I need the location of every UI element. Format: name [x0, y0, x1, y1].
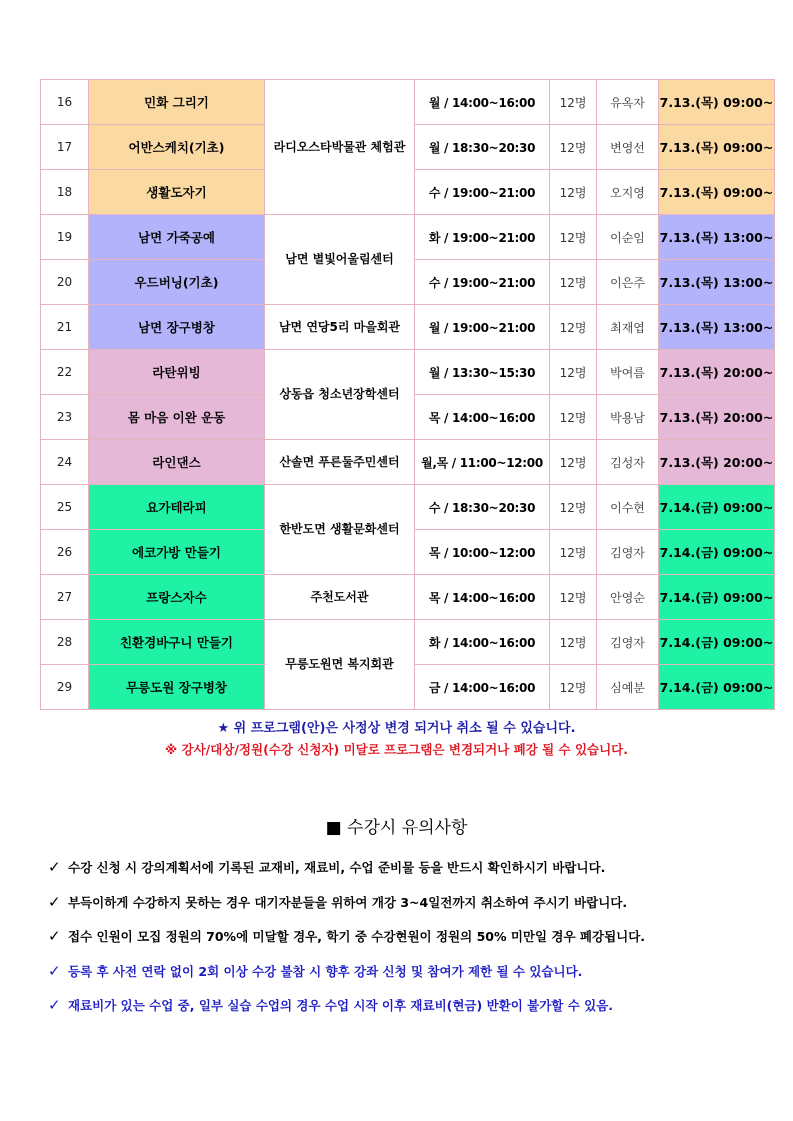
program-capacity: 12명: [550, 260, 597, 305]
section-title: ■ 수강시 유의사항: [325, 818, 468, 838]
registration-date: 7.14.(금) 09:00~: [659, 575, 775, 620]
program-teacher: 김영자: [597, 620, 659, 665]
program-time: 목 / 14:00~16:00: [415, 575, 550, 620]
program-capacity: 12명: [550, 170, 597, 215]
registration-date: 7.13.(목) 09:00~: [659, 170, 775, 215]
table-row: [41, 80, 775, 125]
row-number: 17: [41, 125, 89, 170]
program-time: 화 / 19:00~21:00: [415, 215, 550, 260]
registration-date: 7.13.(목) 13:00~: [659, 305, 775, 350]
cancellation-notice: ※ 강사/대상/정원(수강 신청자) 미달로 프로그램은 변경되거나 폐강 될 수 있습니다.: [164, 742, 629, 757]
program-teacher: 김성자: [597, 440, 659, 485]
program-teacher: 이순임: [597, 215, 659, 260]
program-name: 몸 마음 이완 운동: [89, 395, 265, 440]
program-time: 수 / 18:30~20:30: [415, 485, 550, 530]
program-name: 프랑스자수: [89, 575, 265, 620]
change-notice: ★ 위 프로그램(안)은 사정상 변경 되거나 취소 될 수 있습니다.: [217, 721, 576, 736]
program-teacher: 변영선: [597, 125, 659, 170]
program-teacher: 김영자: [597, 530, 659, 575]
program-name: 무릉도원 장구병창: [89, 665, 265, 710]
program-name: 생활도자기: [89, 170, 265, 215]
row-number: 24: [41, 440, 89, 485]
check-icon: ✓: [48, 858, 61, 876]
program-capacity: 12명: [550, 485, 597, 530]
program-time: 월 / 19:00~21:00: [415, 305, 550, 350]
program-time: 월,목 / 11:00~12:00: [415, 440, 550, 485]
program-teacher: 최재엽: [597, 305, 659, 350]
program-time: 금 / 14:00~16:00: [415, 665, 550, 710]
program-teacher: 이은주: [597, 260, 659, 305]
program-teacher: 유옥자: [597, 80, 659, 125]
program-capacity: 12명: [550, 350, 597, 395]
precautions-list: [48, 858, 778, 1031]
row-number: 23: [41, 395, 89, 440]
registration-date: 7.14.(금) 09:00~: [659, 620, 775, 665]
registration-date: 7.14.(금) 09:00~: [659, 665, 775, 710]
tip-text: 재료비가 있는 수업 중, 일부 실습 수업의 경우 수업 시작 이후 재료비(현금) 반환이 불가할 수 있음.: [68, 998, 614, 1013]
list-item: [48, 962, 778, 997]
program-name: 우드버닝(기초): [89, 260, 265, 305]
table-row: [41, 305, 775, 350]
program-place: 산솔면 푸른둘주민센터: [265, 440, 415, 485]
row-number: 25: [41, 485, 89, 530]
program-name: 남면 가죽공예: [89, 215, 265, 260]
tip-text: 부득이하게 수강하지 못하는 경우 대기자분들을 위하여 개강 3~4일전까지 취소하여 주시기 바랍니다.: [68, 894, 628, 910]
program-place: 라디오스타박물관 체험관: [265, 80, 415, 215]
program-name: 민화 그리기: [89, 80, 265, 125]
registration-date: 7.13.(목) 20:00~: [659, 440, 775, 485]
registration-date: 7.13.(목) 09:00~: [659, 80, 775, 125]
row-number: 27: [41, 575, 89, 620]
program-capacity: 12명: [550, 80, 597, 125]
program-place: 상동읍 청소년장학센터: [265, 350, 415, 440]
program-capacity: 12명: [550, 395, 597, 440]
registration-date: 7.13.(목) 09:00~: [659, 125, 775, 170]
program-time: 월 / 13:30~15:30: [415, 350, 550, 395]
list-item: [48, 858, 778, 893]
table-row: [41, 620, 775, 665]
check-icon: ✓: [48, 996, 61, 1014]
program-name: 요가테라피: [89, 485, 265, 530]
row-number: 22: [41, 350, 89, 395]
program-place: 남면 연당5리 마을회관: [265, 305, 415, 350]
program-name: 라탄위빙: [89, 350, 265, 395]
registration-date: 7.13.(목) 13:00~: [659, 215, 775, 260]
row-number: 28: [41, 620, 89, 665]
program-name: 남면 장구병창: [89, 305, 265, 350]
program-teacher: 박용남: [597, 395, 659, 440]
program-capacity: 12명: [550, 530, 597, 575]
table-row: [41, 215, 775, 260]
table-row: [41, 485, 775, 530]
row-number: 26: [41, 530, 89, 575]
program-name: 라인댄스: [89, 440, 265, 485]
program-time: 목 / 10:00~12:00: [415, 530, 550, 575]
program-time: 화 / 14:00~16:00: [415, 620, 550, 665]
row-number: 20: [41, 260, 89, 305]
program-capacity: 12명: [550, 620, 597, 665]
registration-date: 7.14.(금) 09:00~: [659, 485, 775, 530]
row-number: 19: [41, 215, 89, 260]
program-place: 주천도서관: [265, 575, 415, 620]
program-place: 무릉도원면 복지회관: [265, 620, 415, 710]
registration-date: 7.13.(목) 13:00~: [659, 260, 775, 305]
row-number: 16: [41, 80, 89, 125]
check-icon: ✓: [48, 892, 61, 911]
program-time: 수 / 19:00~21:00: [415, 260, 550, 305]
program-capacity: 12명: [550, 575, 597, 620]
check-icon: ✓: [48, 961, 61, 980]
program-name: 어반스케치(기초): [89, 125, 265, 170]
program-teacher: 박여름: [597, 350, 659, 395]
program-teacher: 안영순: [597, 575, 659, 620]
program-capacity: 12명: [550, 125, 597, 170]
check-icon: ✓: [48, 927, 61, 945]
program-teacher: 이수현: [597, 485, 659, 530]
row-number: 18: [41, 170, 89, 215]
program-time: 목 / 14:00~16:00: [415, 395, 550, 440]
program-capacity: 12명: [550, 215, 597, 260]
tip-text: 수강 신청 시 강의계획서에 기록된 교재비, 재료비, 수업 준비물 등을 반드시 확인하시기 바랍니다.: [68, 860, 606, 875]
registration-date: 7.14.(금) 09:00~: [659, 530, 775, 575]
program-time: 수 / 19:00~21:00: [415, 170, 550, 215]
list-item: [48, 927, 778, 962]
table-row: [41, 440, 775, 485]
program-time: 월 / 18:30~20:30: [415, 125, 550, 170]
registration-date: 7.13.(목) 20:00~: [659, 395, 775, 440]
table-row: [41, 350, 775, 395]
list-item: [48, 996, 778, 1031]
row-number: 21: [41, 305, 89, 350]
program-place: 남면 별빛어울림센터: [265, 215, 415, 305]
tip-text: 접수 인원이 모집 정원의 70%에 미달할 경우, 학기 중 수강현원이 정원의 50% 미만일 경우 폐강됩니다.: [68, 929, 646, 944]
program-name: 에코가방 만들기: [89, 530, 265, 575]
program-time: 월 / 14:00~16:00: [415, 80, 550, 125]
program-capacity: 12명: [550, 665, 597, 710]
program-name: 친환경바구니 만들기: [89, 620, 265, 665]
program-capacity: 12명: [550, 305, 597, 350]
table-row: [41, 575, 775, 620]
program-teacher: 오지영: [597, 170, 659, 215]
tip-text: 등록 후 사전 연락 없이 2회 이상 수강 불참 시 향후 강좌 신청 및 참여가 제한 될 수 있습니다.: [68, 963, 583, 979]
registration-date: 7.13.(목) 20:00~: [659, 350, 775, 395]
program-capacity: 12명: [550, 440, 597, 485]
list-item: [48, 893, 778, 928]
program-place: 한반도면 생활문화센터: [265, 485, 415, 575]
program-table: [40, 79, 775, 710]
row-number: 29: [41, 665, 89, 710]
program-teacher: 심예분: [597, 665, 659, 710]
